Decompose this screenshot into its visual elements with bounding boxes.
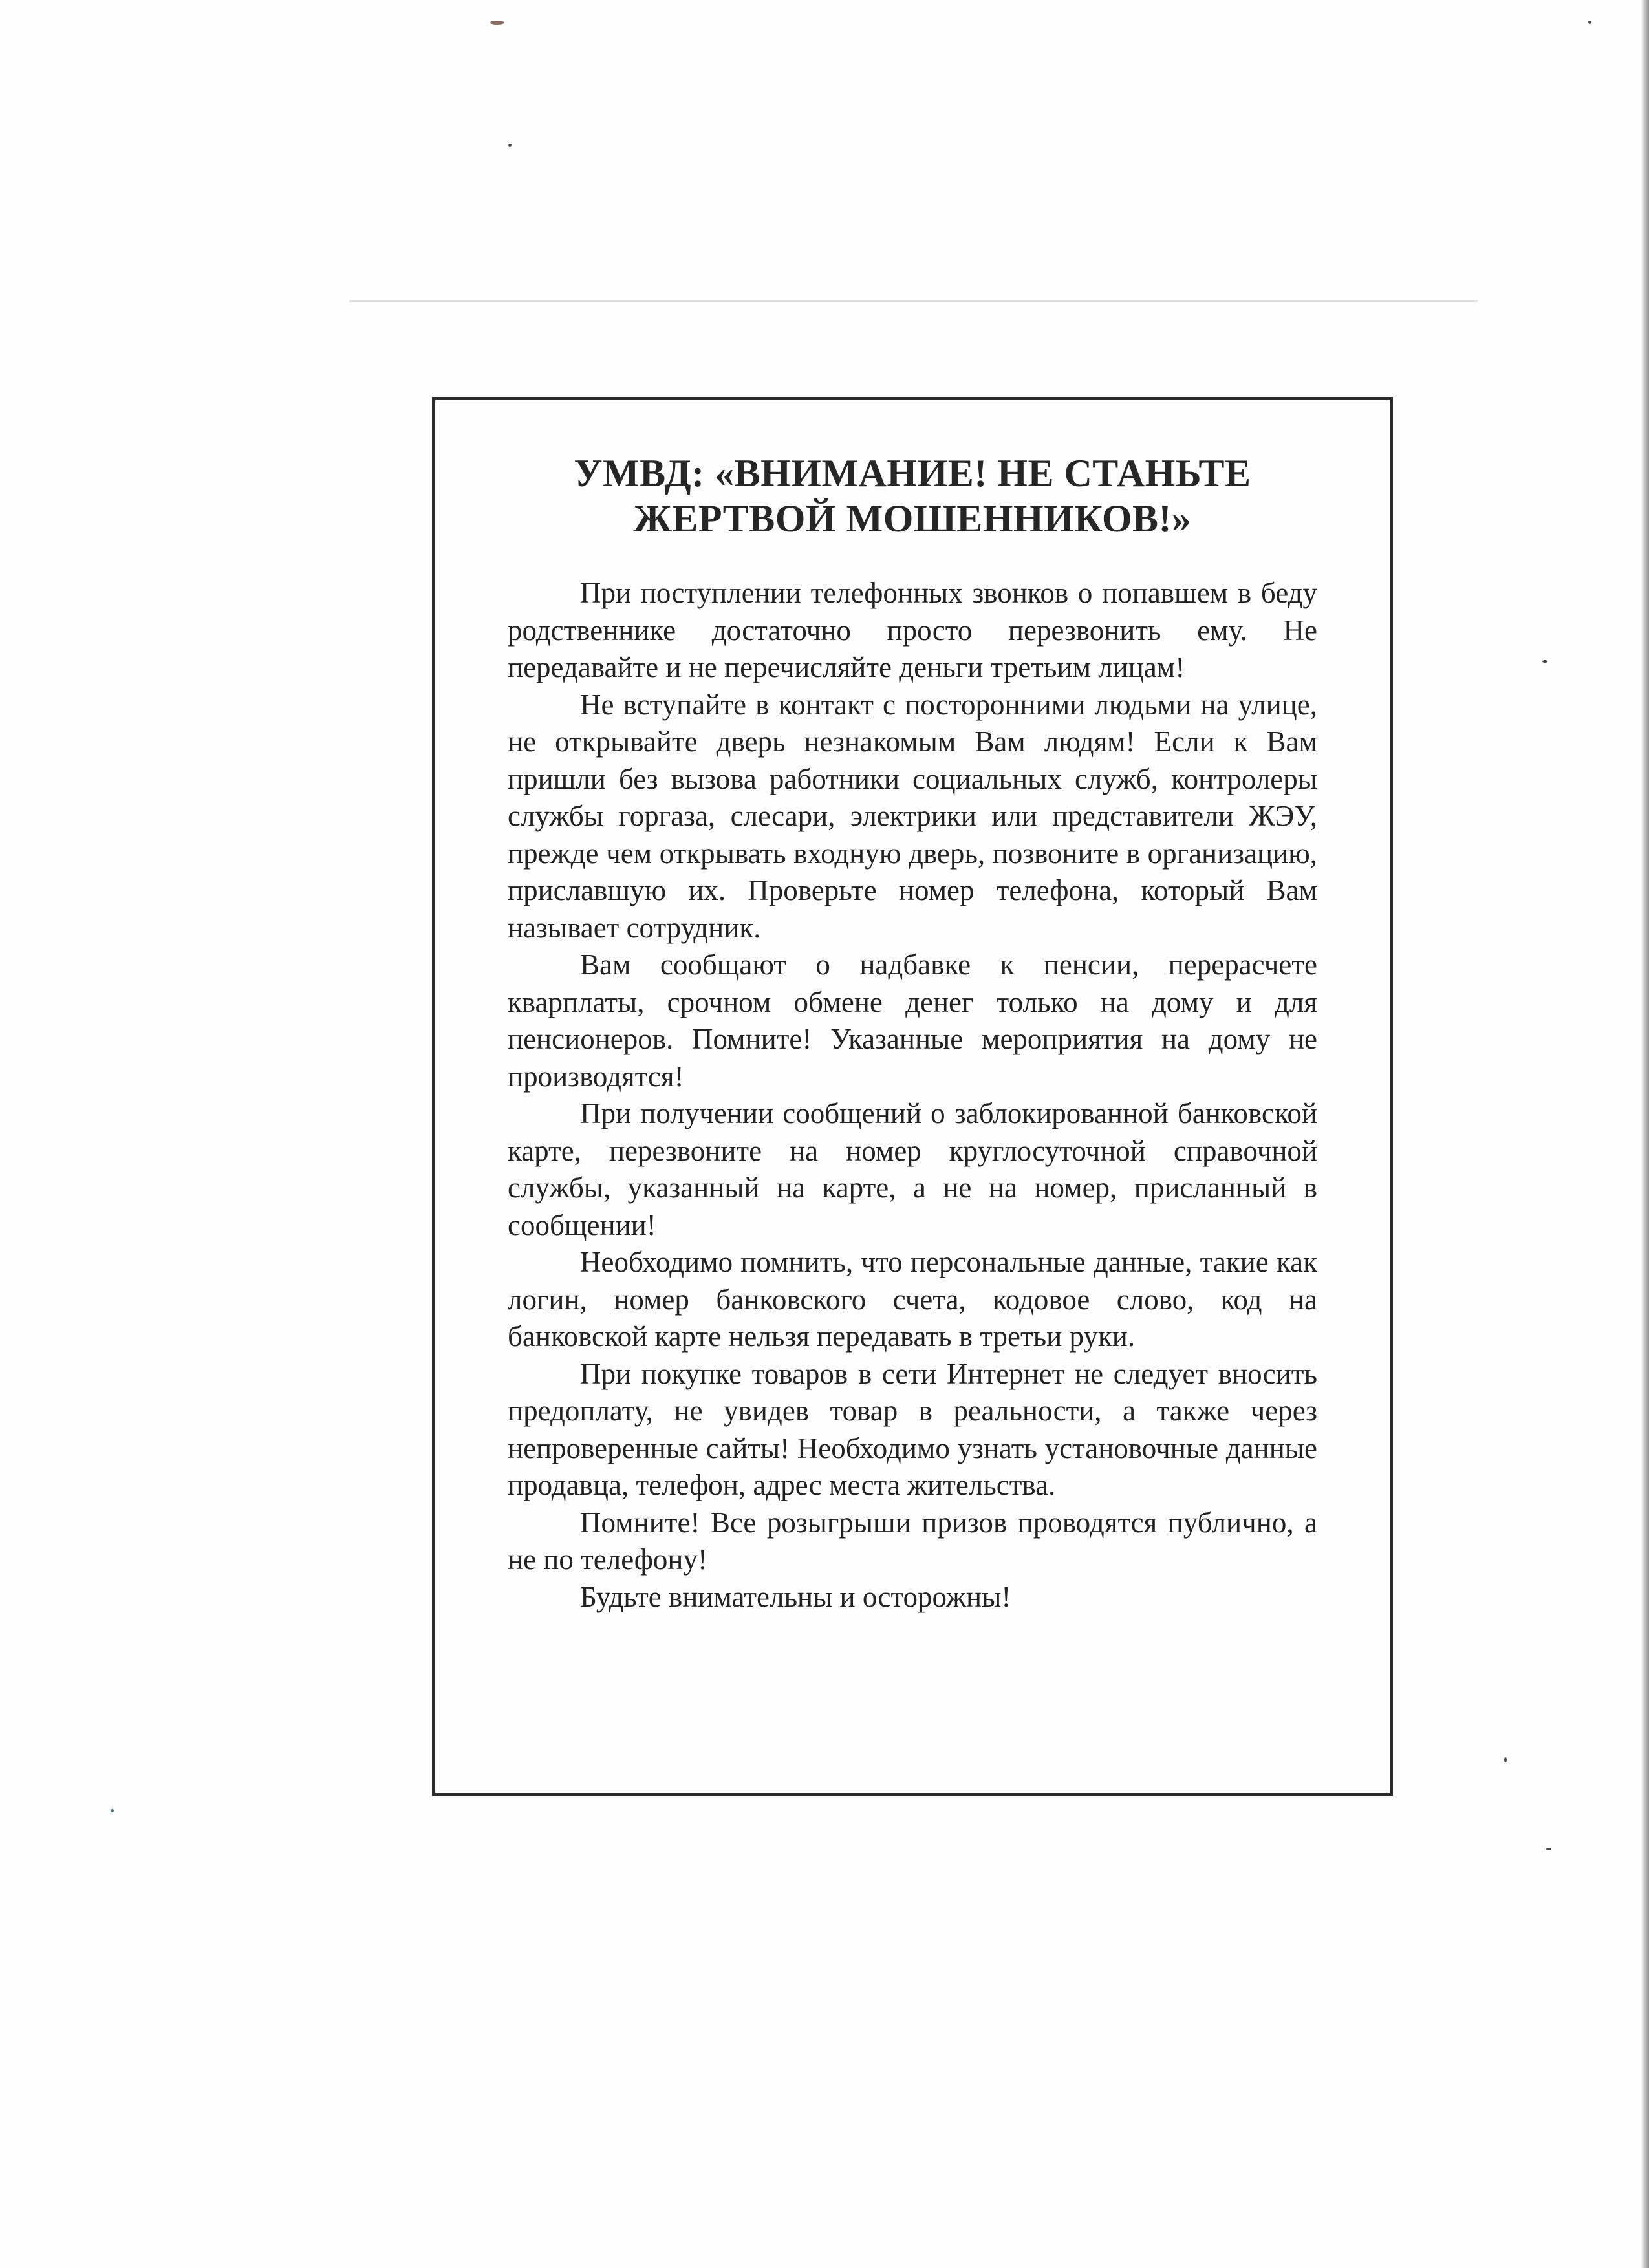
scan-speck (508, 144, 512, 147)
paragraph-callback-relative: При поступлении телефонных звонков о попавшем в беду родственнике достаточно просто перезвонить ему. Не передавайте и не перечисляйте деньги третьим лицам! (508, 577, 1317, 683)
scan-speck (111, 1809, 114, 1812)
paragraph-prize-draws: Помните! Все розыгрыши призов проводятся публично, а не по телефону! (508, 1506, 1317, 1576)
scan-speck (490, 21, 504, 25)
title-line-2: ЖЕРТВОЙ МОШЕННИКОВ!» (633, 497, 1192, 540)
paragraph-online-shopping: При покупке товаров в сети Интернет не следует вносить предоплату, не увидев товар в реальности, а также через непроверенные сайты! Необходимо узнать установочные данные продавца, телефон, адрес места жительства. (508, 1357, 1317, 1501)
scan-speck (1504, 1757, 1507, 1762)
paragraph-pension: Вам сообщают о надбавке к пенсии, перерасчете кварплаты, срочном обмене денег только на дому и для пенсионеров. Помните! Указанные мероприятия на дому не производятся! (508, 948, 1317, 1093)
title-line-1: УМВД: «ВНИМАНИЕ! НЕ СТАНЬТЕ (574, 452, 1251, 495)
scan-speck (1542, 660, 1547, 663)
faint-rule (349, 300, 1478, 302)
paragraph-blocked-card: При получении сообщений о заблокированной банковской карте, перезвоните на номер круглосуточной справочной службы, указанный на карте, а не на номер, присланный в сообщении! (508, 1097, 1317, 1241)
scan-edge (1641, 0, 1649, 2268)
notice-box (432, 397, 1393, 1796)
notice-body (508, 575, 1317, 1616)
paragraph-closing: Будьте внимательны и осторожны! (580, 1580, 1011, 1613)
scan-speck (1588, 21, 1591, 24)
notice-title (508, 451, 1317, 541)
paragraph-personal-data: Необходимо помнить, что персональные данные, такие как логин, номер банковского счета, кодовое слово, код на банковской карте нельзя передавать в третьи руки. (508, 1246, 1317, 1353)
paragraph-strangers: Не вступайте в контакт с посторонними людьми на улице, не открывайте дверь незнакомым Вам людям! Если к Вам пришли без вызова работники социальных служб, контролеры службы горгаза, слесари, электрики или представители ЖЭУ, прежде чем открывать входную дверь, позвоните в организацию, приславшую их. Проверьте номер телефона, который Вам называет сотрудник. (508, 688, 1317, 944)
scan-speck (1546, 1848, 1551, 1850)
